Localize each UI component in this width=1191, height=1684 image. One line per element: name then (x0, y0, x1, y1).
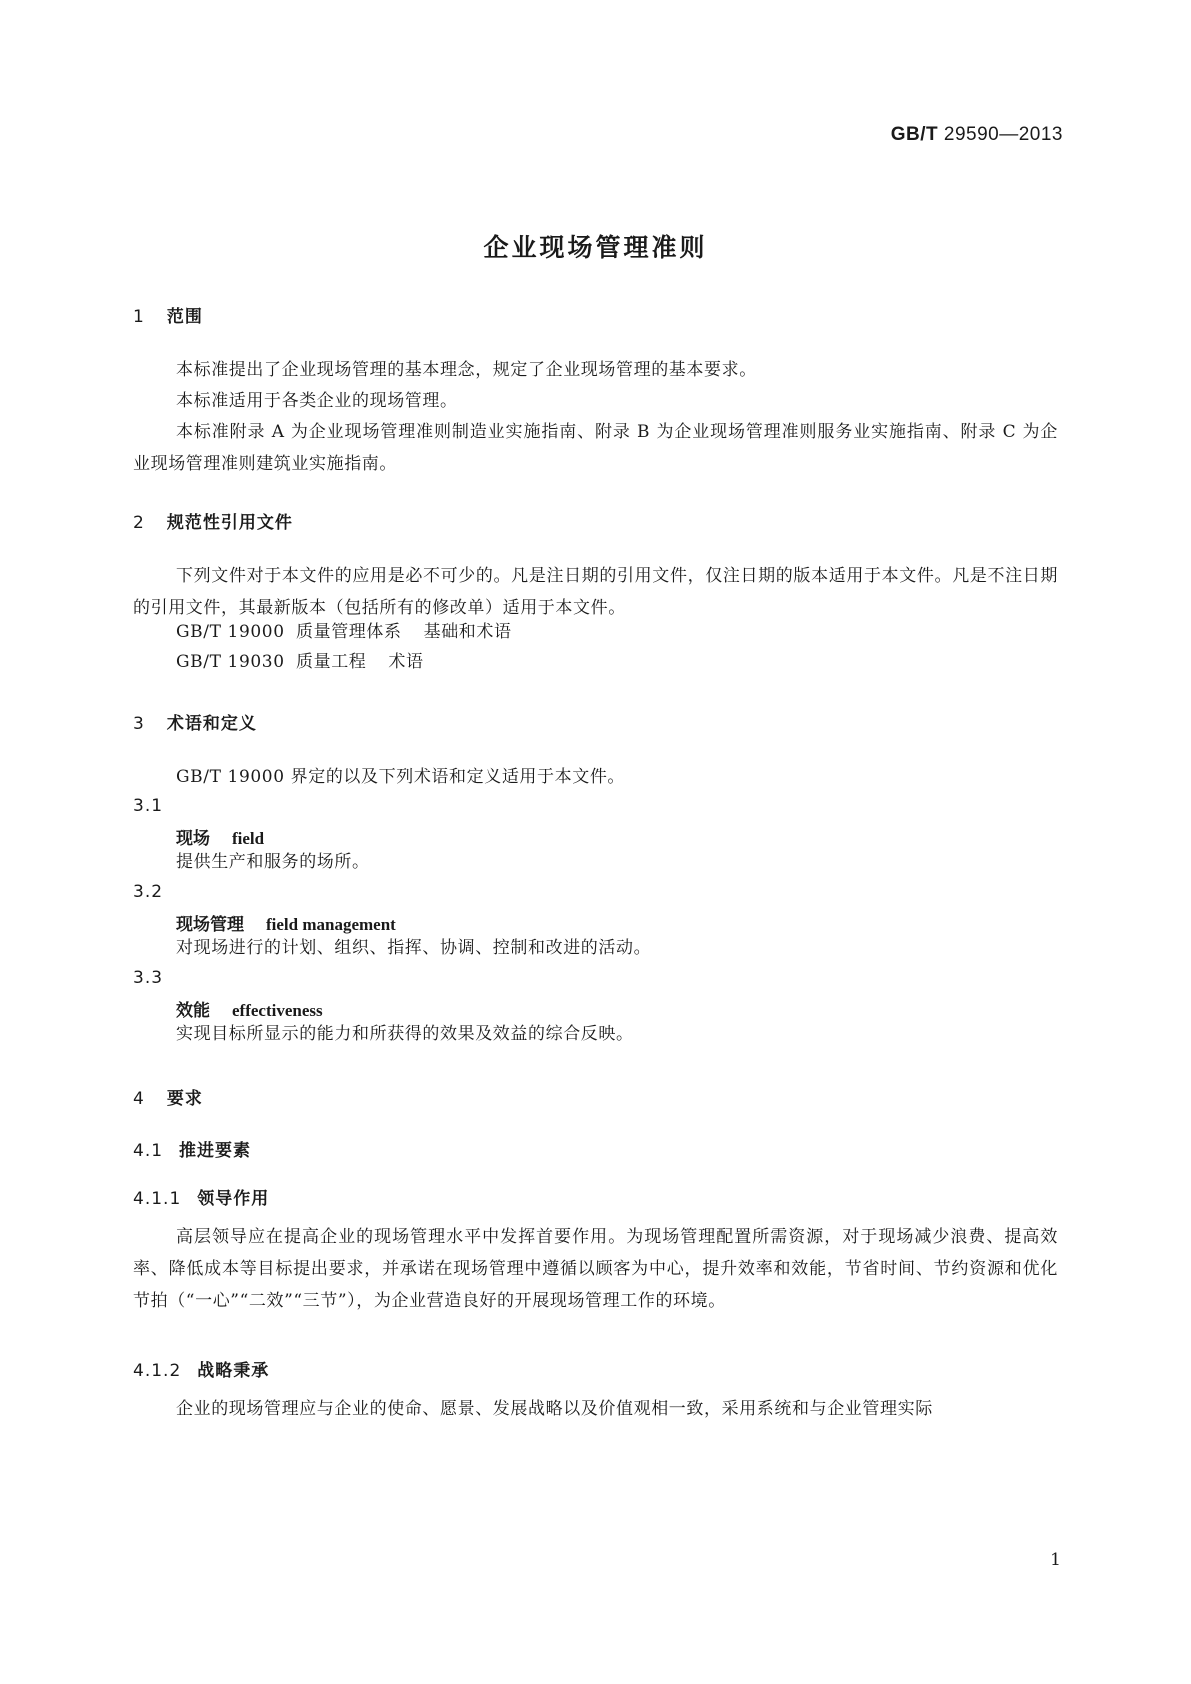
reference-code: GB/T 19000 (176, 622, 285, 642)
document-title: 企业现场管理准则 (483, 233, 708, 262)
reference-item (176, 646, 424, 678)
term-number: 3.1 (133, 796, 164, 816)
standard-code-prefix: GB/T (890, 124, 939, 145)
page-number: 1 (1050, 1550, 1061, 1570)
section-1-heading (133, 302, 203, 327)
reference-title-part1: 质量管理体系 (296, 622, 402, 642)
section-number: 3 (133, 714, 145, 734)
term-en: field management (266, 915, 396, 934)
scope-paragraph-3: 本标准附录 A 为企业现场管理准则制造业实施指南、附录 B 为企业现场管理准则服务业实施指南、附录 C 为企业现场管理准则建筑业实施指南。 (133, 422, 1058, 474)
term-number: 3.2 (133, 882, 164, 902)
subsection-title: 推进要素 (179, 1141, 252, 1161)
section-number: 2 (133, 513, 145, 533)
leadership-paragraph: 高层领导应在提高企业的现场管理水平中发挥首要作用。为现场管理配置所需资源，对于现场减少浪费、提高效率、降低成本等目标提出要求，并承诺在现场管理中遵循以顾客为中心，提升效率和效能，节省时间、节约资源和优化节拍（“一心”“二效”“三节”），为企业营造良好的开展现场管理工作的环境。 (133, 1227, 1058, 1311)
term-definition: 提供生产和服务的场所。 (176, 852, 370, 872)
section-title: 术语和定义 (166, 714, 257, 734)
section-title: 规范性引用文件 (166, 513, 293, 533)
reference-title-part1: 质量工程 (296, 652, 367, 672)
term-definition: 实现目标所显示的能力和所获得的效果及效益的综合反映。 (176, 1024, 634, 1044)
term-zh: 现场 (176, 829, 210, 849)
strategy-paragraph: 企业的现场管理应与企业的使命、愿景、发展战略以及价值观相一致，采用系统和与企业管理实际 (176, 1399, 933, 1419)
subsection-number: 4.1.2 (133, 1361, 182, 1381)
standard-code-number: 29590—2013 (943, 124, 1063, 145)
subsection-number: 4.1.1 (133, 1189, 182, 1209)
subsection-4-1-1-heading (133, 1184, 269, 1209)
reference-code: GB/T 19030 (176, 652, 285, 672)
section-number: 4 (133, 1089, 145, 1109)
term-en: field (232, 829, 265, 848)
term-en: effectiveness (232, 1001, 323, 1020)
section-number: 1 (133, 307, 145, 327)
section-title: 要求 (166, 1089, 203, 1109)
standard-code (891, 124, 1063, 146)
section-title: 范围 (166, 307, 203, 327)
subsection-title: 领导作用 (197, 1189, 270, 1209)
term-zh: 现场管理 (176, 915, 244, 935)
reference-title-part2: 基础和术语 (423, 622, 512, 642)
subsection-4-1-heading (133, 1136, 251, 1161)
reference-item (176, 616, 512, 648)
term-number: 3.3 (133, 968, 164, 988)
subsection-title: 战略秉承 (197, 1361, 270, 1381)
subsection-number: 4.1 (133, 1141, 164, 1161)
term-zh: 效能 (176, 1001, 210, 1021)
subsection-4-1-2-heading (133, 1356, 269, 1381)
section-3-heading (133, 709, 257, 734)
terms-intro: GB/T 19000 界定的以及下列术语和定义适用于本文件。 (176, 767, 626, 787)
scope-paragraph-2: 本标准适用于各类企业的现场管理。 (176, 391, 458, 411)
section-2-heading (133, 508, 293, 533)
term-definition: 对现场进行的计划、组织、指挥、协调、控制和改进的活动。 (176, 938, 652, 958)
reference-title-part2: 术语 (388, 652, 424, 672)
section-4-heading (133, 1084, 203, 1109)
scope-paragraph-1: 本标准提出了企业现场管理的基本理念，规定了企业现场管理的基本要求。 (176, 360, 757, 380)
normative-references-paragraph: 下列文件对于本文件的应用是必不可少的。凡是注日期的引用文件，仅注日期的版本适用于本文件。凡是不注日期的引用文件，其最新版本（包括所有的修改单）适用于本文件。 (133, 566, 1058, 618)
